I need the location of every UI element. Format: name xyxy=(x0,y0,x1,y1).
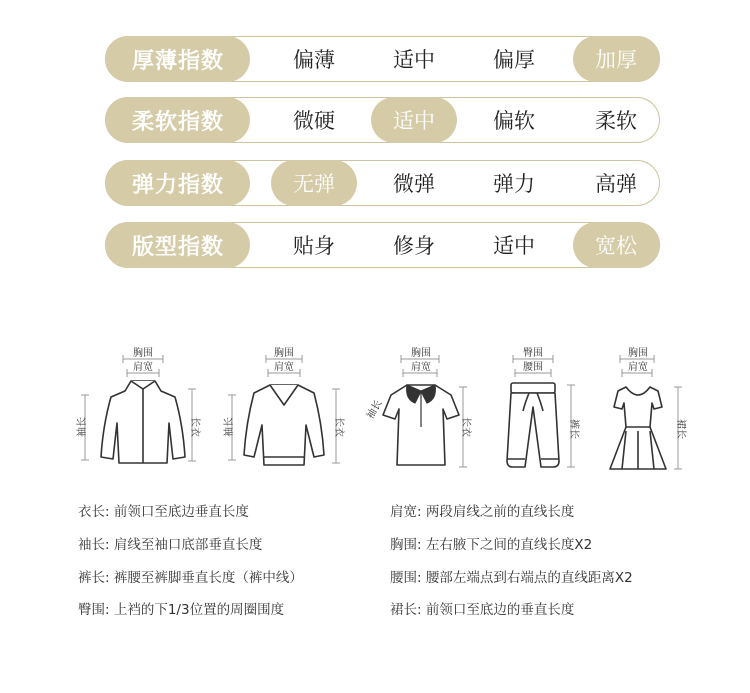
shirt-sleeve-label: 袖长 xyxy=(365,398,385,422)
index-option: 弹力 xyxy=(493,172,535,196)
index-option: 偏薄 xyxy=(293,48,335,72)
note-pants-length: 裤长: 裤腰至裤脚垂直长度（裤中线） xyxy=(78,570,303,586)
dress-figure xyxy=(600,345,690,475)
pants-length-label: 裤长 xyxy=(568,419,579,439)
sweater-sleeve-label: 袖长 xyxy=(224,417,235,437)
note-waist: 腰围: 腰部左端点到右端点的直线距离X2 xyxy=(390,570,633,586)
index-label: 弹力指数 xyxy=(106,160,250,206)
index-row-thickness xyxy=(105,36,660,82)
index-label: 版型指数 xyxy=(106,222,250,268)
jacket-sleeve-label: 袖长 xyxy=(77,417,88,437)
jacket-length-label: 长衣 xyxy=(189,417,200,437)
sweater-figure xyxy=(218,345,348,475)
index-option-selected: 适中 xyxy=(371,97,457,143)
index-row-softness xyxy=(105,97,660,143)
index-row-fit xyxy=(105,222,660,268)
index-option: 偏软 xyxy=(493,109,535,133)
note-sleeve-length: 袖长: 肩线至袖口底部垂直长度 xyxy=(78,537,263,553)
sweater-top-label: 胸围 xyxy=(274,348,294,359)
jacket-figure xyxy=(75,345,205,475)
dress-length-label: 裙长 xyxy=(675,419,686,439)
note-hip: 臀围: 上裆的下1/3位置的周圈围度 xyxy=(78,602,285,618)
dress-shoulder-label: 肩宽 xyxy=(628,362,648,373)
shirt-shoulder-label: 肩宽 xyxy=(411,362,431,373)
index-option: 偏厚 xyxy=(493,48,535,72)
index-option: 微弹 xyxy=(393,172,435,196)
index-option: 适中 xyxy=(493,234,535,258)
pants-figure xyxy=(495,345,605,475)
index-option: 微硬 xyxy=(293,109,335,133)
note-chest: 胸围: 左右腋下之间的直线长度X2 xyxy=(390,537,593,553)
pants-hip-label: 臀围 xyxy=(523,348,543,359)
sweater-length-label: 长衣 xyxy=(333,417,344,437)
index-row-elasticity xyxy=(105,160,660,206)
note-shoulder: 肩宽: 两段肩线之前的直线长度 xyxy=(390,504,575,520)
jacket-shoulder-label: 肩宽 xyxy=(133,362,153,373)
shirt-top-label: 胸围 xyxy=(411,348,431,359)
sweater-shoulder-label: 肩宽 xyxy=(274,362,294,373)
index-option-selected: 宽松 xyxy=(573,222,659,268)
index-option: 柔软 xyxy=(595,109,637,133)
note-skirt-length: 裙长: 前领口至底边的垂直长度 xyxy=(390,602,575,618)
index-label: 柔软指数 xyxy=(106,97,250,143)
note-garment-length: 衣长: 前领口至底边垂直长度 xyxy=(78,504,249,520)
index-label: 厚薄指数 xyxy=(106,36,250,82)
index-option-selected: 加厚 xyxy=(573,36,659,82)
index-option: 贴身 xyxy=(293,234,335,258)
pants-waist-label: 腰围 xyxy=(523,362,543,373)
index-option: 修身 xyxy=(393,234,435,258)
jacket-top-label: 胸围 xyxy=(133,348,153,359)
shirt-figure xyxy=(365,345,495,475)
shirt-length-label: 长衣 xyxy=(460,417,471,437)
index-option-selected: 无弹 xyxy=(271,160,357,206)
index-option: 适中 xyxy=(393,48,435,72)
index-option: 高弹 xyxy=(595,172,637,196)
dress-top-label: 胸围 xyxy=(628,348,648,359)
